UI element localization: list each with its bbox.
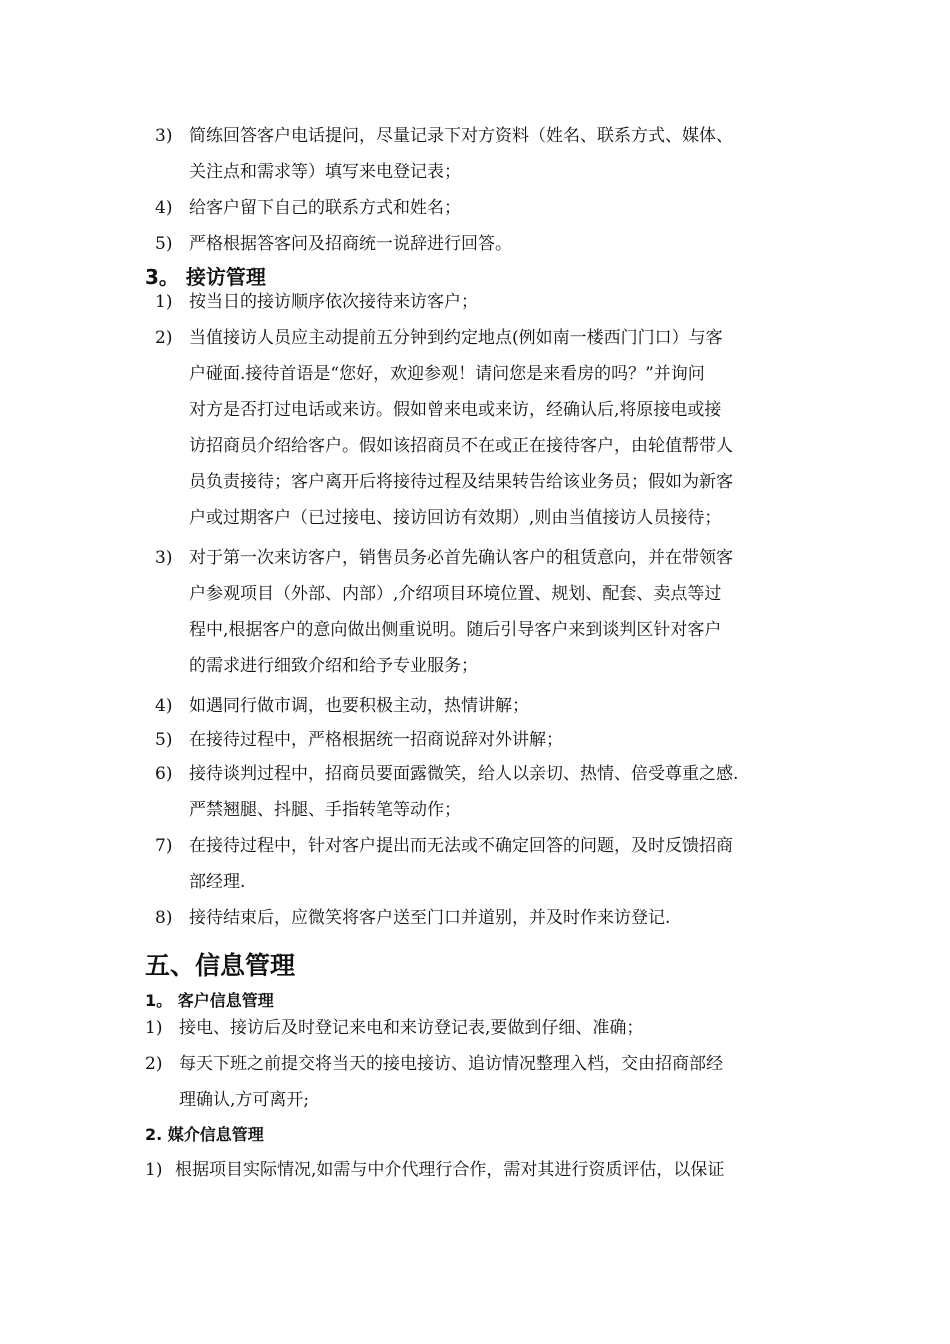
item-number: 5) — [155, 234, 173, 254]
list-item — [155, 190, 461, 226]
item-number: 5) — [155, 730, 173, 750]
item-text-line: 每天下班之前提交将当天的接电接访、追访情况整理入档，交由招商部经 — [179, 1054, 723, 1074]
item-number: 3) — [155, 548, 173, 568]
list-item — [155, 900, 670, 936]
item-number: 4) — [155, 198, 173, 218]
item-text-line: 根据项目实际情况,如需与中介代理行合作，需对其进行资质评估，以保证 — [175, 1160, 725, 1180]
item-text-line: 当值接访人员应主动提前五分钟到约定地点(例如南一楼西门门口）与客 — [189, 328, 723, 348]
list-item — [155, 688, 529, 724]
item-number: 6) — [155, 764, 173, 784]
item-text-line: 在接待过程中，严格根据统一招商说辞对外讲解； — [189, 730, 563, 750]
item-text-line: 接待谈判过程中，招商员要面露微笑，给人以亲切、热情、倍受尊重之感. — [189, 764, 739, 784]
item-text-line: 访招商员介绍给客户。假如该招商员不在或正在接待客户，由轮值帮带人 — [189, 436, 733, 456]
item-number: 2) — [155, 328, 173, 348]
item-number: 1) — [145, 1018, 163, 1038]
list-item — [155, 540, 733, 684]
item-text-line: 户参观项目（外部、内部）,介绍项目环境位置、规划、配套、卖点等过 — [189, 584, 722, 604]
subsection-heading: 2. 媒介信息管理 — [145, 1125, 264, 1144]
list-item — [155, 226, 512, 262]
item-text-line: 部经理. — [189, 872, 246, 892]
item-number: 1) — [155, 292, 173, 312]
list-item — [155, 284, 478, 320]
chapter-heading: 五、信息管理 — [145, 951, 296, 980]
list-item — [145, 1152, 724, 1188]
item-text-line: 简练回答客户电话提问，尽量记录下对方资料（姓名、联系方式、媒体、 — [189, 126, 733, 146]
item-number: 8) — [155, 908, 173, 928]
item-text-line: 如遇同行做市调，也要积极主动，热情讲解； — [189, 696, 529, 716]
item-text-line: 理确认,方可离开; — [179, 1090, 310, 1110]
list-item — [145, 1046, 723, 1118]
item-text-line: 户或过期客户（已过接电、接访回访有效期）,则由当值接访人员接待； — [189, 508, 722, 528]
item-text-line: 接待结束后，应微笑将客户送至门口并道别，并及时作来访登记. — [189, 908, 671, 928]
list-item — [145, 1010, 643, 1046]
item-number: 3) — [155, 126, 173, 146]
item-number: 1) — [145, 1160, 163, 1180]
list-item — [155, 320, 733, 536]
item-number: 4) — [155, 696, 173, 716]
subsection-heading: 1。 客户信息管理 — [145, 991, 274, 1010]
list-item — [155, 756, 738, 828]
item-text-line: 在接待过程中，针对客户提出而无法或不确定回答的问题，及时反馈招商 — [189, 836, 733, 856]
item-text-line: 对方是否打过电话或来访。假如曾来电或来访，经确认后,将原接电或接 — [189, 400, 722, 420]
item-text-line: 关注点和需求等）填写来电登记表； — [189, 162, 461, 182]
item-text-line: 严格根据答客问及招商统一说辞进行回答。 — [189, 234, 512, 254]
item-text-line: 接电、接访后及时登记来电和来访登记表,要做到仔细、准确； — [179, 1018, 644, 1038]
section-heading: 3。 接访管理 — [145, 265, 266, 289]
item-number: 2) — [145, 1054, 163, 1074]
item-text-line: 对于第一次来访客户，销售员务必首先确认客户的租赁意向，并在带领客 — [189, 548, 733, 568]
item-text-line: 严禁翘腿、抖腿、手指转笔等动作； — [189, 800, 461, 820]
item-number: 7) — [155, 836, 173, 856]
item-text-line: 员负责接待；客户离开后将接待过程及结果转告给该业务员；假如为新客 — [189, 472, 733, 492]
item-text-line: 按当日的接访顺序依次接待来访客户； — [189, 292, 478, 312]
list-item — [155, 722, 563, 758]
item-text-line: 的需求进行细致介绍和给予专业服务； — [189, 656, 478, 676]
item-text-line: 户碰面.接待首语是“您好，欢迎参观！请问您是来看房的吗？”并询问 — [189, 364, 705, 384]
list-item — [155, 828, 733, 900]
item-text-line: 程中,根据客户的意向做出侧重说明。随后引导客户来到谈判区针对客户 — [189, 620, 722, 640]
item-text-line: 给客户留下自己的联系方式和姓名； — [189, 198, 461, 218]
list-item — [155, 118, 733, 190]
